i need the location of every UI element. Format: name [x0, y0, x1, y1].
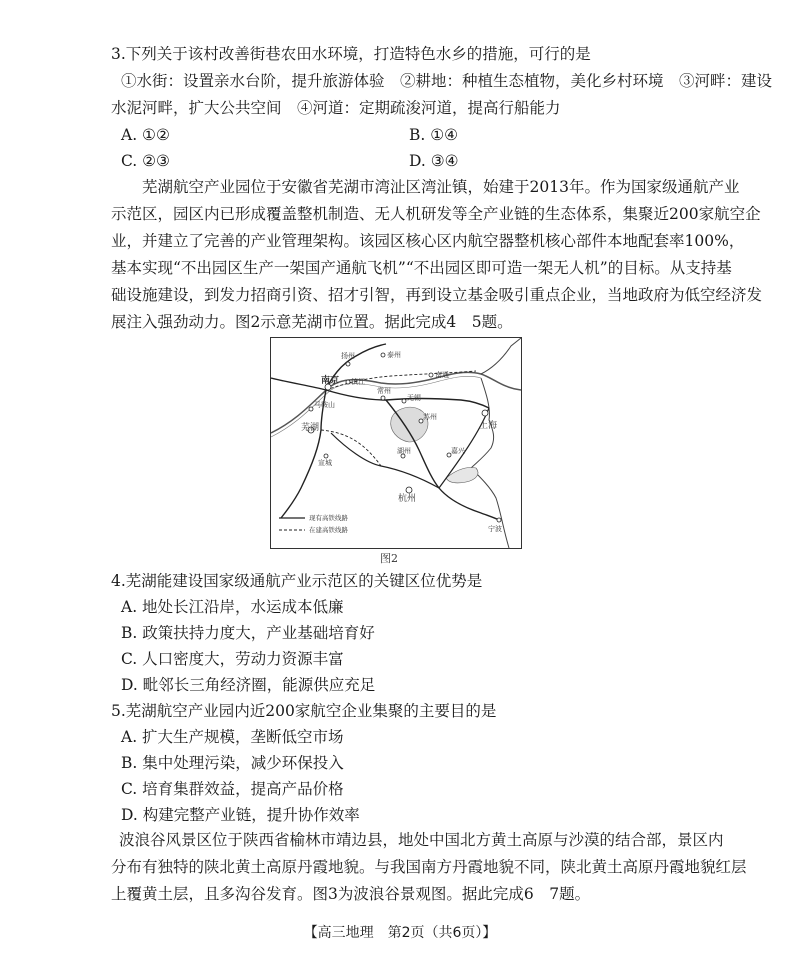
q5-option-c[interactable]: C. 培育集群效益，提高产品价格	[121, 780, 344, 798]
q3-items-line2: 水泥河畔，扩大公共空间 ④河道：定期疏浚河道，提高行船能力	[111, 99, 561, 117]
city-dot	[381, 396, 385, 400]
q3-stem: 3.下列关于该村改善街巷农田水环境，打造特色水乡的措施，可行的是	[111, 45, 591, 63]
q5-stem: 5.芜湖航空产业园内近200家航空企业集聚的主要目的是	[111, 702, 497, 720]
hangzhou-bay	[446, 467, 478, 482]
figure-caption: 图2	[380, 552, 398, 565]
q3-option-b[interactable]: B. ①④	[409, 126, 459, 144]
q3-option-c[interactable]: C. ②③	[121, 152, 170, 170]
q3-items-line1: ①水街：设置亲水台阶，提升旅游体验 ②耕地：种植生态植物，美化乡村环境 ③河畔：建设	[121, 72, 773, 90]
city-label-hangzhou: 杭州	[398, 494, 417, 504]
page-footer: 【高三地理 第2页（共6页）】	[303, 925, 497, 941]
map-legend	[279, 513, 349, 534]
passage-line: 础设施建设，到发力招商引资、招才引智，再到设立基金吸引重点企业，当地政府为低空经济发	[111, 286, 763, 304]
coastline	[471, 338, 521, 548]
q3-option-a[interactable]: A. ①②	[121, 126, 170, 144]
city-label-zhenjiang: 镇江	[351, 378, 365, 386]
city-label-wuhu: 芜湖	[301, 423, 320, 433]
q4-stem: 4.芜湖能建设国家级通航产业示范区的关键区位优势是	[111, 572, 483, 590]
city-label-suzhou: 苏州	[423, 413, 437, 421]
map-svg	[271, 338, 521, 548]
city-dot	[346, 362, 350, 366]
city-label-yangzhou: 扬州	[341, 352, 355, 360]
passage-line: 分布有独特的陕北黄土高原丹霞地貌。与我国南方丹霞地貌不同，陕北黄土高原丹霞地貌红层	[111, 858, 747, 876]
legend-construction-hsr: 在建高铁线路	[309, 526, 348, 534]
q5-option-b[interactable]: B. 集中处理污染，减少环保投入	[121, 754, 344, 772]
city-label-ningbo: 宁波	[488, 525, 502, 533]
hsr-existing-6	[331, 433, 439, 488]
city-label-maanshan: 马鞍山	[314, 401, 335, 409]
city-dot	[497, 518, 501, 522]
city-label-taizhou: 泰州	[387, 351, 401, 359]
hsr-existing-2	[281, 390, 326, 518]
city-label-jiaxing: 嘉兴	[451, 447, 465, 455]
city-label-huzhou: 湖州	[397, 447, 411, 455]
passage-line: 示范区，园区内已形成覆盖整机制造、无人机研发等全产业链的生态体系，集聚近200家航空企	[111, 205, 761, 223]
city-dot	[429, 373, 433, 377]
city-dot	[402, 399, 406, 403]
city-label-nantong: 南通	[435, 371, 449, 379]
passage-wuhu	[111, 174, 763, 336]
city-dot	[324, 454, 328, 458]
q4-option-a[interactable]: A. 地处长江沿岸，水运成本低廉	[121, 598, 344, 616]
q4-option-c[interactable]: C. 人口密度大，劳动力资源丰富	[121, 650, 344, 668]
passage-line: 基本实现“不出园区生产一架国产通航飞机”“不出园区即可造一架无人机”的目标。从支持基	[111, 259, 732, 277]
passage-line: 芜湖航空产业园位于安徽省芜湖市湾沚区湾沚镇，始建于2013年。作为国家级通航产业	[142, 178, 740, 196]
passage-line: 上覆黄土层，且多沟谷发育。图3为波浪谷景观图。据此完成6 7题。	[111, 885, 591, 903]
city-dot	[406, 487, 412, 493]
q3-option-d[interactable]: D. ③④	[409, 152, 459, 170]
city-dot	[346, 380, 350, 384]
city-dot	[381, 353, 385, 357]
q5-option-a[interactable]: A. 扩大生产规模，垄断低空市场	[121, 728, 344, 746]
city-label-shanghai: 上海	[479, 421, 498, 431]
passage-line: 波浪谷风景区位于陕西省榆林市靖边县，地处中国北方黄土高原与沙漠的结合部，景区内	[119, 831, 724, 849]
map-figure-wuhu	[270, 337, 522, 549]
city-label-nanjing: 南京	[321, 376, 340, 386]
city-dot	[482, 410, 488, 416]
passage-line: 业，并建立了完善的产业管理架构。该园区核心区内航空器整机核心部件本地配套率100%，	[111, 232, 745, 250]
passage-line: 展注入强劲动力。图2示意芜湖市位置。据此完成4 5题。	[111, 313, 513, 331]
city-label-wuxi: 无锡	[407, 394, 421, 402]
legend-existing-hsr: 现有高铁线路	[309, 514, 348, 522]
q5-option-d[interactable]: D. 构建完整产业链，提升协作效率	[121, 806, 360, 824]
city-label-xuancheng: 宣城	[318, 459, 332, 467]
q4-option-b[interactable]: B. 政策扶持力度大，产业基础培育好	[121, 624, 375, 642]
city-dot	[309, 407, 313, 411]
passage-bolanggu	[111, 827, 747, 908]
city-label-changzhou: 常州	[377, 387, 391, 395]
q4-option-d[interactable]: D. 毗邻长三角经济圈，能源供应充足	[121, 676, 376, 694]
